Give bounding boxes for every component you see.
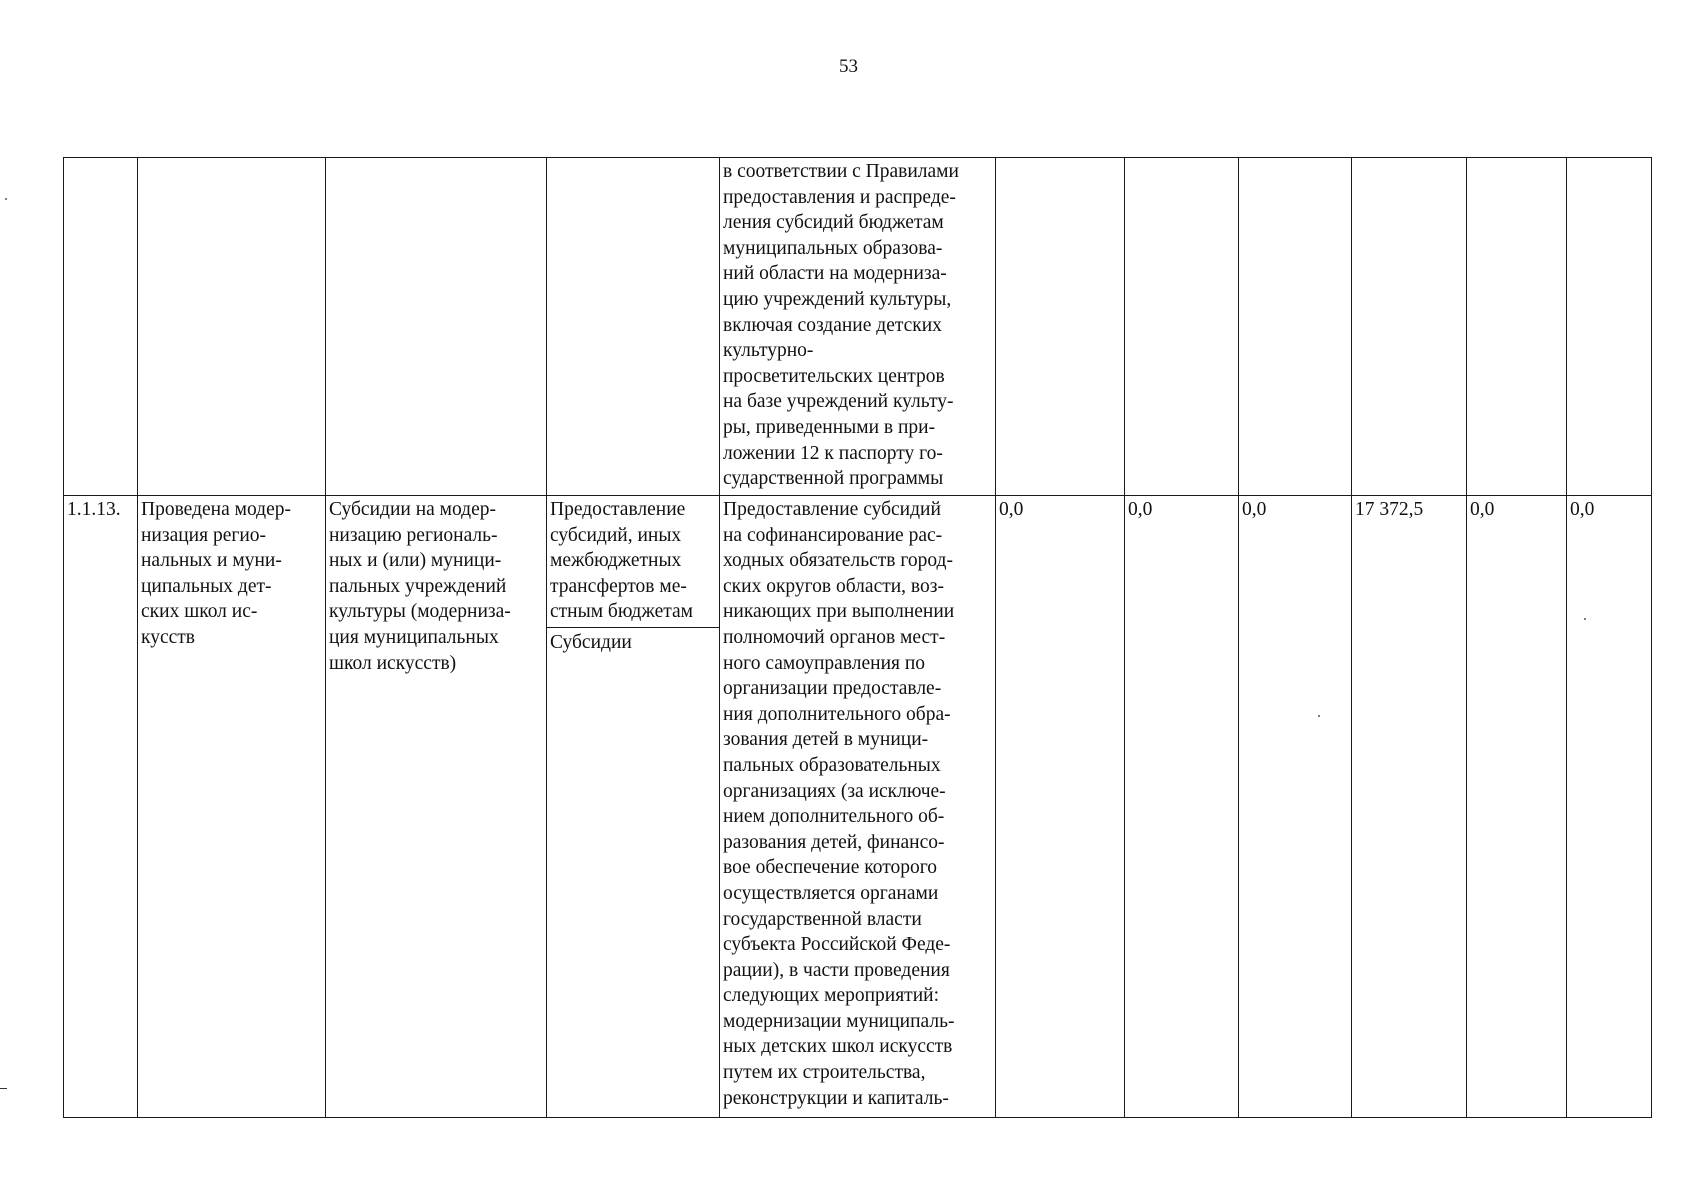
cell-value-empty (1239, 158, 1352, 496)
cell-value-4: 17 372,5 (1352, 496, 1467, 1118)
cell-description: Предоставление субсидий на софинансирование рас- ходных обязательств город- ских округов области, воз- никающих при выполнении полномочий органов мест- ного самоуправления по организации предоставле- ния дополнительного обра- зования детей в муници- пальных образовательных организациях (за исключе- нием дополнительного об- разования детей, финансо- вое обеспечение которого осуществляется органами государственной власти субъекта Российской Феде- рации), в части проведения следующих мероприятий: модернизации муниципаль- ных детских школ искусств путем их строительства, реконструкции и капиталь- (720, 496, 996, 1118)
cell-value-3: 0,0 (1239, 496, 1352, 1118)
continuation-row (64, 158, 1652, 496)
description-continued-text: в соответствии с Правилами предоставления и распреде- ления субсидий бюджетам муниципальных образова- ний области на модерниза- цию учреждений культуры, включая создание детских культурно- просветительских центров на базе учреждений культу- ры, приведенными в при- ложении 12 к паспорту го- сударственной программы (723, 161, 959, 490)
cell-value-6: 0,0 (1567, 496, 1652, 1118)
cell-result: Проведена модер- низация регио- нальных и муни- ципальных дет- ских школ ис- кусств (138, 496, 326, 1118)
scan-speck (5, 198, 7, 200)
cell-value-empty (1352, 158, 1467, 496)
cell-value-empty (1567, 158, 1652, 496)
cell-value-empty (996, 158, 1125, 496)
page-number: 53 (839, 56, 858, 77)
cell-value-1: 0,0 (996, 496, 1125, 1118)
cell-description-continued (720, 158, 996, 496)
scan-edge-mark (0, 1088, 7, 1089)
cell-measure-type (547, 496, 720, 1118)
cell-measure: Субсидии на модер- низацию региональ- ных и (или) муници- пальных учреждений культуры (модерниза- ция муниципальных школ искусств) (326, 496, 547, 1118)
measure-type-sub: Субсидии (550, 631, 632, 653)
table-row-1-1-13 (64, 496, 1652, 1118)
cell-type-empty (547, 158, 720, 496)
cell-measure-empty (326, 158, 547, 496)
scan-speck (1584, 618, 1586, 620)
program-measures-table (63, 157, 1652, 1118)
measure-type-main: Предоставление субсидий, иных межбюджетных трансфертов ме- стным бюджетам (547, 497, 719, 628)
cell-value-empty (1467, 158, 1567, 496)
cell-value-5: 0,0 (1467, 496, 1567, 1118)
cell-row-number: 1.1.13. (64, 496, 138, 1118)
cell-value-empty (1125, 158, 1239, 496)
cell-number-empty (64, 158, 138, 496)
cell-result-empty (138, 158, 326, 496)
cell-value-2: 0,0 (1125, 496, 1239, 1118)
scan-speck (1318, 715, 1320, 717)
